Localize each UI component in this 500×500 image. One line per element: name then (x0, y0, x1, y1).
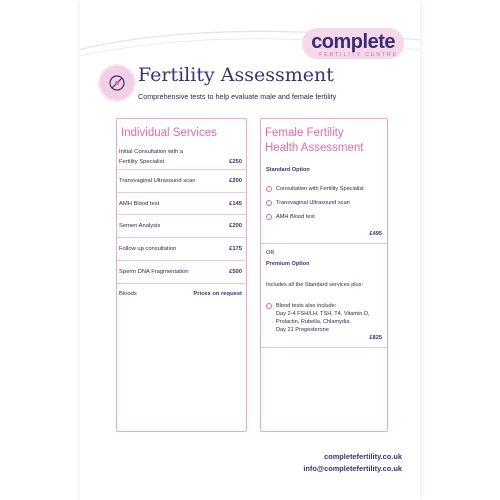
brochure-page (80, 0, 420, 500)
list-item (117, 215, 246, 238)
list-item (117, 147, 246, 170)
list-item (117, 170, 246, 193)
list-item: Transvaginal Ultrasound scan (266, 199, 364, 207)
page-subtitle: Comprehensive tests to help evaluate male and female fertility (138, 92, 337, 101)
email-link[interactable]: info@completefertility.co.uk (303, 464, 402, 473)
individual-services-title: Individual Services (121, 127, 217, 139)
logo-subtext: FERTILITY CENTRE (319, 52, 398, 58)
premium-option-label: Premium Option (266, 261, 310, 267)
divider (261, 243, 387, 244)
premium-list (266, 302, 370, 334)
list-item: Consultation with Fertility Specialist (266, 185, 364, 193)
standard-price: £495 (369, 231, 382, 237)
list-item (117, 193, 246, 215)
service-name: AMH Blood test (119, 201, 160, 207)
list-item (117, 261, 246, 284)
service-name: Semen Analysis (119, 223, 161, 229)
female-assessment-card (260, 118, 388, 432)
premium-line: Prolactin, Rubella, Chlamydia, (276, 319, 351, 325)
website-link[interactable]: completefertility.co.uk (324, 452, 402, 461)
premium-line: Day 21 Progesterone (276, 327, 329, 333)
service-price: £200 (229, 178, 242, 184)
service-price: £500 (229, 269, 242, 275)
list-item (117, 284, 246, 306)
list-item: AMH Blood test (266, 213, 364, 221)
premium-price: £825 (369, 335, 382, 341)
female-title-line2: Health Assessment (265, 142, 364, 154)
service-name: Fertility Specialist (119, 159, 165, 165)
female-assessment-title (261, 119, 387, 156)
standard-option-label: Standard Option (266, 167, 310, 173)
services-list (117, 147, 246, 306)
complete-logo (302, 28, 404, 59)
or-label: OR (266, 250, 275, 256)
divider (261, 347, 387, 348)
service-name: Sperm DNA Fragmentation (119, 269, 189, 275)
service-name: Initial Consultation with a (119, 149, 184, 155)
female-title-line1: Female Fertility (265, 127, 344, 139)
logo-word: complete (302, 28, 404, 59)
premium-intro: Includes all the Standard services plus: (266, 282, 364, 288)
service-name: Transvaginal Ultrasound scan (119, 178, 196, 184)
fertility-icon (98, 64, 136, 102)
service-price: £200 (229, 223, 242, 229)
list-item (266, 302, 370, 334)
list-item (117, 238, 246, 261)
service-price: £250 (229, 159, 242, 165)
service-name: Follow up consultation (119, 246, 177, 252)
service-price: £175 (229, 246, 242, 252)
service-name: Bloods (119, 291, 137, 297)
standard-list (266, 185, 364, 227)
page-title: Fertility Assessment (138, 64, 334, 86)
premium-line: Day 2-4 FSH/LH, TSH, T4, Vitamin D, (276, 311, 370, 317)
service-price: £145 (229, 201, 242, 207)
individual-services-card (116, 118, 247, 432)
service-price: Prices on request (193, 291, 242, 297)
premium-line: Blood tests also include: (276, 303, 337, 309)
